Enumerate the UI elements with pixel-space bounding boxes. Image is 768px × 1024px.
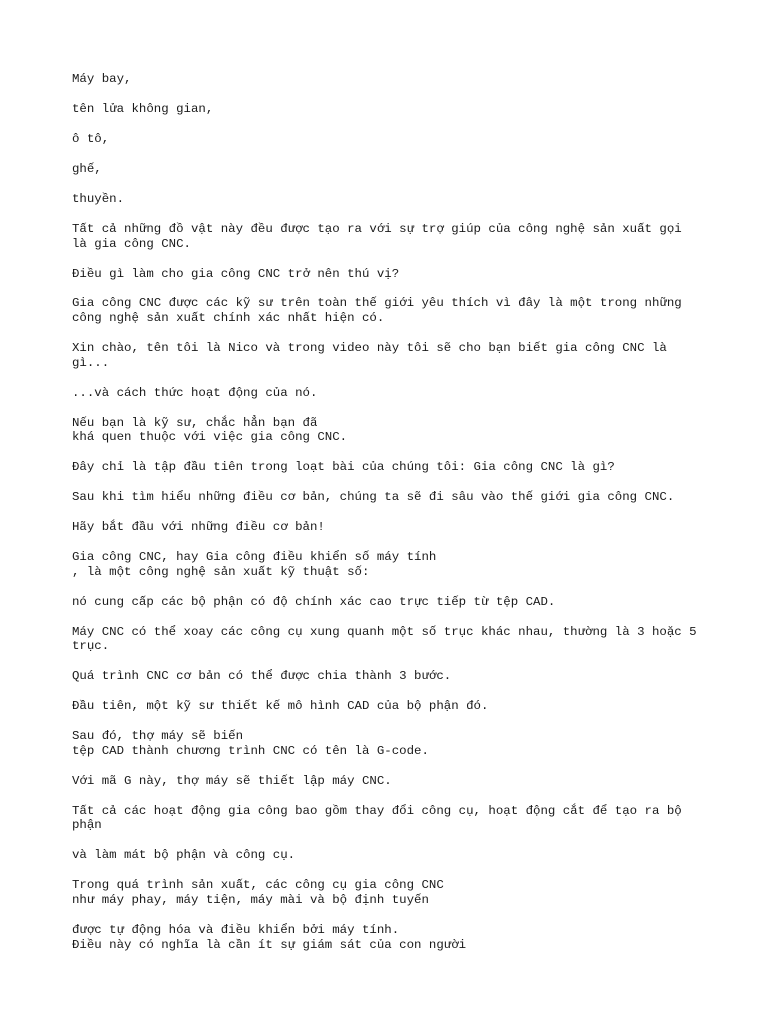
- paragraph: Đây chỉ là tập đầu tiên trong loạt bài của chúng tôi: Gia công CNC là gì?: [72, 460, 615, 475]
- paragraph: Máy bay,: [72, 72, 132, 86]
- paragraph: ô tô,: [72, 131, 110, 146]
- paragraph: Gia công CNC, hay Gia công điều khiển số máy tính , là một công nghệ sản xuất kỹ thuật số:: [72, 550, 437, 579]
- paragraph: nó cung cấp các bộ phận có độ chính xác cao trực tiếp từ tệp CAD.: [72, 594, 556, 609]
- paragraph: Đầu tiên, một kỹ sư thiết kế mô hình CAD của bộ phận đó.: [72, 699, 489, 714]
- paragraph: Gia công CNC được các kỹ sư trên toàn thế giới yêu thích vì đây là một trong những công nghệ sản xuất chính xác nhất hiện có.: [72, 296, 690, 326]
- paragraph: tên lửa không gian,: [72, 101, 214, 116]
- paragraph: Quá trình CNC cơ bản có thể được chia thành 3 bước.: [72, 669, 452, 684]
- paragraph: và làm mát bộ phận và công cụ.: [72, 848, 296, 863]
- paragraph: Nếu bạn là kỹ sư, chắc hẳn bạn đã khá quen thuộc với việc gia công CNC.: [72, 415, 348, 445]
- paragraph: ghế,: [72, 161, 102, 176]
- document-text-body: [72, 72, 705, 968]
- paragraph: thuyền.: [72, 191, 125, 206]
- paragraph: Tất cả các hoạt động gia công bao gồm thay đổi công cụ, hoạt động cắt để tạo ra bộ phận: [72, 803, 690, 833]
- paragraph: Sau đó, thợ máy sẽ biến tệp CAD thành chương trình CNC có tên là G-code.: [72, 729, 429, 758]
- paragraph: Với mã G này, thợ máy sẽ thiết lập máy CNC.: [72, 773, 392, 788]
- paragraph: Máy CNC có thể xoay các công cụ xung quanh một số trục khác nhau, thường là 3 hoặc 5 trục.: [72, 624, 705, 654]
- paragraph: được tự động hóa và điều khiển bởi máy tính. Điều này có nghĩa là cần ít sự giám sát của con người: [72, 922, 467, 952]
- paragraph: Hãy bắt đầu với những điều cơ bản!: [72, 520, 325, 535]
- paragraph: Xin chào, tên tôi là Nico và trong video này tôi sẽ cho bạn biết gia công CNC là gì...: [72, 341, 675, 370]
- paragraph: ...và cách thức hoạt động của nó.: [72, 385, 318, 400]
- paragraph: Trong quá trình sản xuất, các công cụ gia công CNC như máy phay, máy tiện, máy mài và bộ định tuyến: [72, 878, 444, 907]
- paragraph: Tất cả những đồ vật này đều được tạo ra với sự trợ giúp của công nghệ sản xuất gọi là gia công CNC.: [72, 221, 690, 251]
- paragraph: Điều gì làm cho gia công CNC trở nên thú vị?: [72, 266, 400, 281]
- paragraph: Sau khi tìm hiểu những điều cơ bản, chúng ta sẽ đi sâu vào thế giới gia công CNC.: [72, 490, 675, 505]
